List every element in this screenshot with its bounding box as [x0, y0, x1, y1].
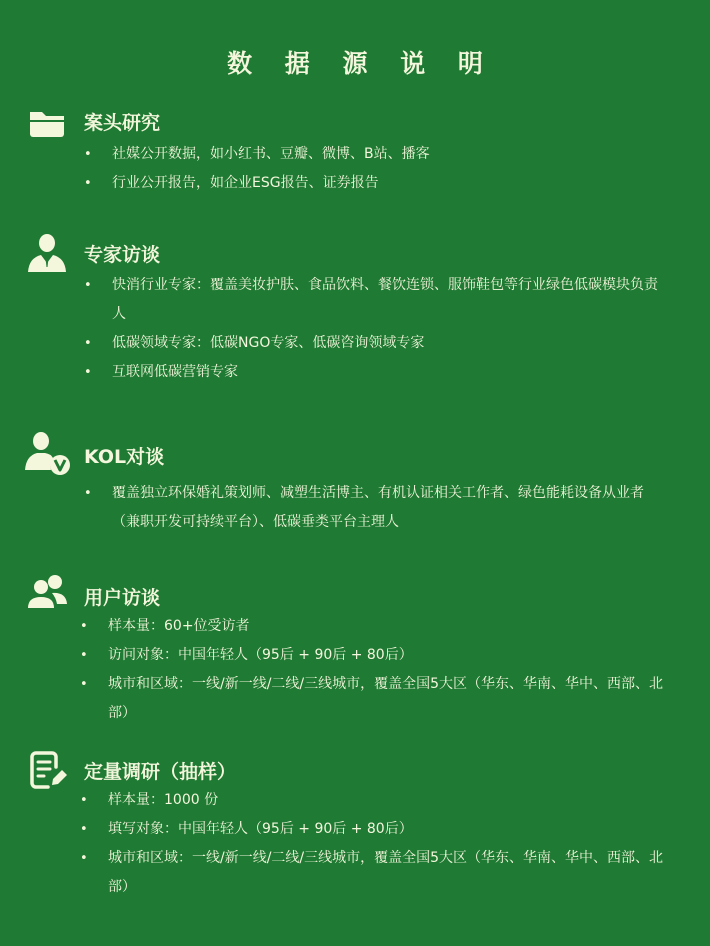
- bullet: •: [84, 147, 92, 162]
- page-title: 数 据 源 说 明: [227, 49, 495, 78]
- section-heading: 专家访谈: [84, 244, 161, 266]
- bullet: •: [84, 278, 92, 293]
- list-item: • 社媒公开数据，如小红书、豆瓣、微博、B站、播客: [0, 140, 710, 169]
- list-item: • 填写对象：中国年轻人（95后 + 90后 + 80后）: [0, 815, 710, 844]
- bullet: •: [84, 336, 92, 351]
- bullet: •: [80, 677, 88, 692]
- bullet: •: [84, 365, 92, 380]
- list-item: • 行业公开报告，如企业ESG报告、证券报告: [0, 169, 710, 198]
- list-item: • 样本量：60+位受访者: [0, 612, 710, 641]
- list-item: • 城市和区域：一线/新一线/二线/三线城市，覆盖全国5大区（华东、华南、华中、西部、北部）: [0, 670, 710, 728]
- bullet: •: [80, 619, 88, 634]
- bullet: •: [80, 822, 88, 837]
- list-item: • 快消行业专家：覆盖美妆护肤、食品饮料、餐饮连锁、服饰鞋包等行业绿色低碳模块负责人: [0, 271, 710, 329]
- list-item: • 访问对象：中国年轻人（95后 + 90后 + 80后）: [0, 641, 710, 670]
- list-item: • 城市和区域：一线/新一线/二线/三线城市，覆盖全国5大区（华东、华南、华中、西部、北部）: [0, 844, 710, 902]
- bullet: •: [84, 486, 92, 501]
- bullet: •: [80, 793, 88, 808]
- section-heading: KOL对谈: [84, 446, 165, 468]
- bullet: •: [80, 851, 88, 866]
- list-item: • 低碳领域专家：低碳NGO专家、低碳咨询领域专家: [0, 329, 710, 358]
- bullet: •: [84, 176, 92, 191]
- list-item: • 样本量：1000 份: [0, 786, 710, 815]
- list-item: • 互联网低碳营销专家: [0, 358, 710, 387]
- list-item: • 覆盖独立环保婚礼策划师、减塑生活博主、有机认证相关工作者、绿色能耗设备从业者（兼职开发可持续平台）、低碳垂类平台主理人: [0, 479, 710, 537]
- verified-user-icon: [22, 428, 72, 478]
- section-heading: 定量调研（抽样）: [84, 761, 237, 783]
- section-heading: 案头研究: [84, 112, 161, 134]
- section-heading: 用户访谈: [84, 587, 161, 609]
- bullet: •: [80, 648, 88, 663]
